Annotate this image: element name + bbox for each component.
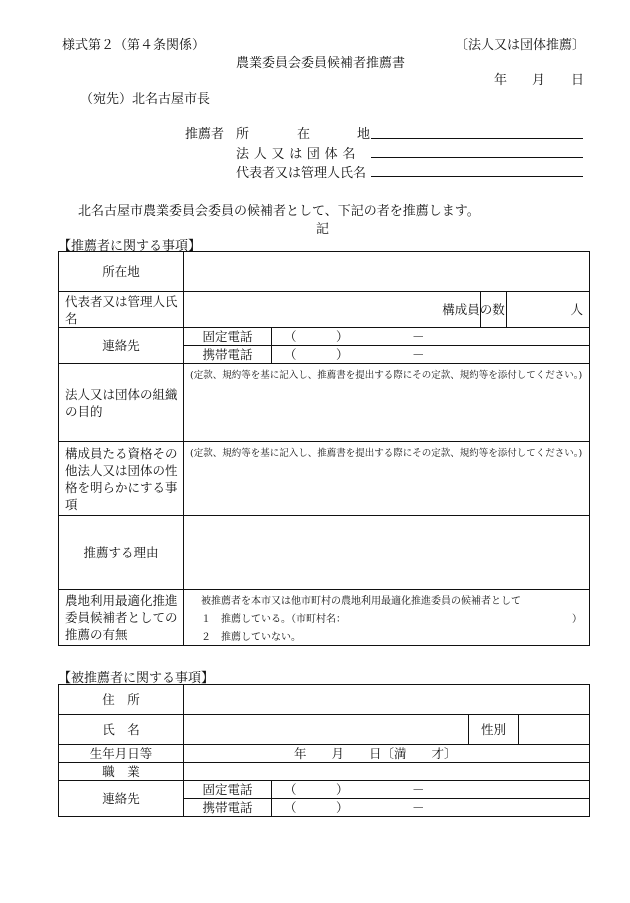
nature-text: 構成員たる資格その他法人又は団体の性格を明らかにする事項	[65, 445, 178, 512]
occupation-label: 職 業	[59, 763, 184, 781]
dash: －	[412, 782, 425, 797]
farmland-option1[interactable]: １ 推薦している。（市町村名：	[201, 614, 346, 625]
purpose-input[interactable]	[184, 364, 590, 442]
nominee-mobile-input[interactable]	[272, 799, 590, 817]
farmland-line1: 被推薦者を本市又は他市町村の農地利用最適化推進委員の候補者として	[201, 596, 521, 607]
paren-open: （	[284, 329, 297, 344]
dash: －	[412, 329, 425, 344]
addressee: （宛先）北名古屋市長	[80, 92, 211, 107]
address-char-1: 所	[236, 127, 250, 142]
form-number: 様式第２（第４条関係）	[62, 38, 206, 53]
section1-title: 【推薦者に関する事項】	[58, 239, 202, 254]
org-name-underline[interactable]	[371, 157, 583, 158]
rep-name-label: 代表者又は管理人氏名	[236, 166, 367, 181]
nominee-mobile-label: 携帯電話	[184, 799, 272, 817]
nature-label	[59, 442, 184, 516]
birth-label: 生年月日等	[59, 745, 184, 763]
address-label: 所在地	[59, 252, 184, 292]
nominee-name-label: 氏 名	[59, 715, 184, 745]
recommendation-type: 〔法人又は団体推薦〕	[455, 38, 586, 53]
contact-label: 連絡先	[59, 328, 184, 364]
section2-title: 【被推薦者に関する事項】	[58, 671, 215, 686]
mobile-label: 携帯電話	[184, 346, 272, 364]
dash: －	[412, 800, 425, 815]
gender-input[interactable]	[519, 715, 590, 745]
member-count-text: 構成員の数	[442, 302, 505, 317]
reason-label: 推薦する理由	[59, 516, 184, 590]
document-title: 農業委員会委員候補者推薦書	[236, 56, 406, 71]
nominee-landline-input[interactable]	[272, 781, 590, 799]
ki-label: 記	[316, 222, 330, 237]
farmland-option2[interactable]: ２ 推薦していない。	[201, 632, 301, 643]
rep-name-underline[interactable]	[371, 176, 583, 177]
paren-open: （	[284, 800, 297, 815]
nominee-contact-label: 連絡先	[59, 781, 184, 817]
landline-label: 固定電話	[184, 328, 272, 346]
org-name-label: 法 人 又 は 団 体 名	[236, 147, 356, 162]
farmland-option1-close: ）	[572, 614, 582, 625]
paren-close: ）	[336, 782, 349, 797]
birth-value: 年 月 日〔満 才〕	[294, 746, 457, 761]
date-year: 年	[494, 73, 508, 88]
nature-input[interactable]	[184, 442, 590, 516]
nominee-table	[58, 684, 590, 817]
farmland-label	[59, 590, 184, 646]
purpose-label	[59, 364, 184, 442]
nominee-landline-label: 固定電話	[184, 781, 272, 799]
farmland-text: 農地利用最適化推進委員候補者としての推薦の有無	[65, 593, 178, 642]
mobile-input[interactable]	[272, 346, 590, 364]
address-input[interactable]	[184, 252, 590, 292]
nature-note: (定款、規約等を基に記入し、推薦書を提出する際にその定款、規約等を添付してください。)	[190, 448, 583, 459]
date-month: 月	[532, 73, 546, 88]
paren-close: ）	[336, 347, 349, 362]
recommender-table	[58, 251, 590, 646]
date-day: 日	[571, 73, 585, 88]
nominee-address-label: 住 所	[59, 685, 184, 715]
rep-input[interactable]	[184, 292, 481, 328]
landline-input[interactable]	[272, 328, 590, 346]
address-char-3: 地	[357, 127, 371, 142]
nominee-name-input[interactable]	[184, 715, 469, 745]
recommender-label: 推薦者	[185, 127, 225, 142]
person-unit: 人	[570, 302, 584, 317]
purpose-text: 法人又は団体の組織の目的	[65, 386, 178, 419]
nominee-address-input[interactable]	[184, 685, 590, 715]
paren-close: ）	[336, 329, 349, 344]
birth-input[interactable]	[184, 745, 590, 763]
purpose-note: (定款、規約等を基に記入し、推薦書を提出する際にその定款、規約等を添付してください。)	[190, 370, 583, 381]
occupation-input[interactable]	[184, 763, 590, 781]
paren-open: （	[284, 347, 297, 362]
intro-text: 北名古屋市農業委員会委員の候補者として、下記の者を推薦します。	[78, 204, 480, 219]
paren-open: （	[284, 782, 297, 797]
reason-input[interactable]	[184, 516, 590, 590]
gender-label: 性別	[469, 715, 519, 745]
address-underline[interactable]	[371, 138, 583, 139]
member-count-label	[442, 292, 507, 328]
dash: －	[412, 347, 425, 362]
address-char-2: 在	[297, 127, 311, 142]
farmland-input[interactable]	[184, 590, 590, 646]
rep-label: 代表者又は管理人氏名	[59, 292, 184, 328]
member-count-input[interactable]	[507, 292, 590, 328]
paren-close: ）	[336, 800, 349, 815]
